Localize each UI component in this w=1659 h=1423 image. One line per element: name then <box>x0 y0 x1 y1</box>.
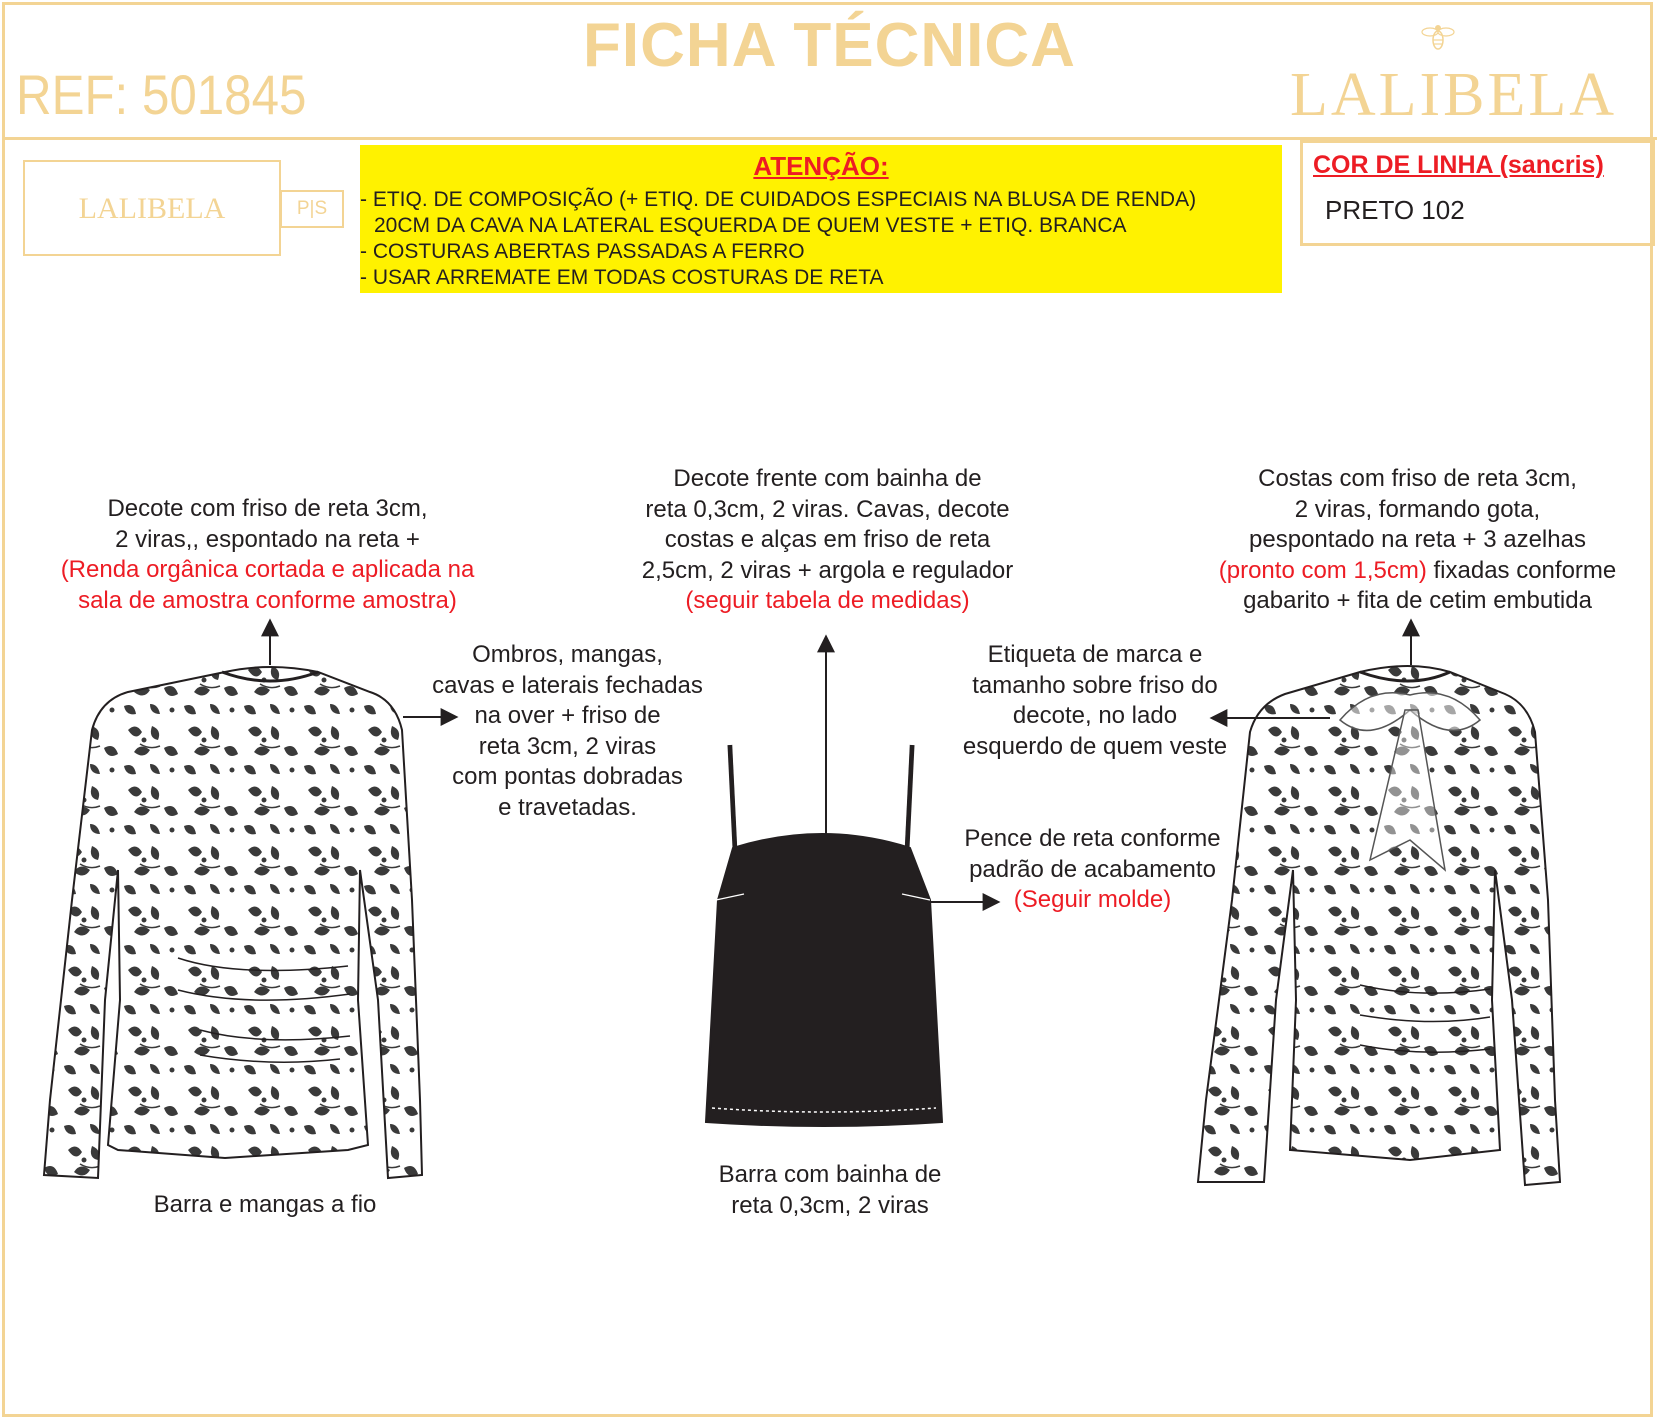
note-line-red: (Seguir molde) <box>1013 886 1172 913</box>
note-line: Barra com bainha de <box>718 1161 942 1188</box>
attention-line: 20CM DA CAVA NA LATERAL ESQUERDA DE QUEM VESTE + ETIQ. BRANCA <box>374 214 1127 237</box>
thread-color-value: PRETO 102 <box>1325 195 1465 225</box>
page-title: FICHA TÉCNICA <box>583 11 1076 80</box>
camisole-top <box>706 745 942 1126</box>
brand-logo: LALIBELA <box>1290 61 1618 129</box>
note-line: pespontado na reta + 3 azelhas <box>1249 526 1586 553</box>
note-line: tamanho sobre friso do <box>972 671 1218 699</box>
note-center-neckline <box>600 464 1055 617</box>
note-line: e travetadas. <box>498 793 637 821</box>
note-line: reta 3cm, 2 viras <box>478 732 657 760</box>
thread-color-title: COR DE LINHA (sancris) <box>1313 151 1604 179</box>
attention-line: - ETIQ. DE COMPOSIÇÃO (+ ETIQ. DE CUIDADOS ESPECIAIS NA BLUSA DE RENDA) <box>360 188 1197 211</box>
note-line: Decote frente com bainha de <box>673 465 982 492</box>
note-brand-label <box>935 640 1255 762</box>
size-label: P|S <box>280 190 344 228</box>
note-back <box>1180 464 1655 617</box>
note-pence <box>935 824 1250 916</box>
note-line: gabarito + fita de cetim embutida <box>1243 587 1592 614</box>
note-line: 2 viras, formando gota, <box>1294 495 1541 523</box>
note-line: Etiqueta de marca e <box>987 641 1203 668</box>
note-line: reta 0,3cm, 2 viras. Cavas, decote <box>645 495 1010 523</box>
note-line: esquerdo de quem veste <box>962 732 1228 760</box>
note-line: Costas com friso de reta 3cm, <box>1258 465 1577 492</box>
note-after-red: fixadas conforme <box>1426 556 1617 584</box>
note-line: reta 0,3cm, 2 viras <box>731 1191 929 1219</box>
note-line: 2 viras,, espontado na reta + <box>115 525 420 553</box>
note-line: Ombros, mangas, <box>472 641 663 668</box>
note-shoulders <box>405 640 730 823</box>
attention-title: ATENÇÃO: <box>753 151 889 181</box>
note-line: 2,5cm, 2 viras + argola e regulador <box>641 556 1014 584</box>
note-line <box>1180 556 1655 587</box>
note-line: Pence de reta conforme <box>964 825 1221 852</box>
attention-line: - COSTURAS ABERTAS PASSADAS A FERRO <box>360 240 805 263</box>
note-front-neckline <box>30 494 505 616</box>
note-line: cavas e laterais fechadas <box>432 671 703 699</box>
note-red-part: (pronto com 1,5cm) <box>1218 556 1427 584</box>
attention-line: - USAR ARREMATE EM TODAS COSTURAS DE RETA <box>360 266 884 289</box>
note-hem-center <box>690 1160 970 1221</box>
note-hem-left: Barra e mangas a fio <box>153 1191 377 1218</box>
note-line: com pontas dobradas <box>452 763 683 790</box>
label-brand-text: LALIBELA <box>78 192 226 225</box>
note-line: decote, no lado <box>1012 702 1178 729</box>
note-line-red: (seguir tabela de medidas) <box>685 587 970 614</box>
note-line-red: (Renda orgânica cortada e aplicada na <box>60 556 475 583</box>
note-line: na over + friso de <box>474 702 661 729</box>
note-line: Decote com friso de reta 3cm, <box>107 495 428 522</box>
note-line: padrão de acabamento <box>969 855 1216 883</box>
note-line-red: sala de amostra conforme amostra) <box>78 586 457 614</box>
lace-blouse-front <box>44 667 422 1178</box>
note-line: costas e alças em friso de reta <box>664 526 991 553</box>
reference-code: REF: 501845 <box>16 63 307 126</box>
